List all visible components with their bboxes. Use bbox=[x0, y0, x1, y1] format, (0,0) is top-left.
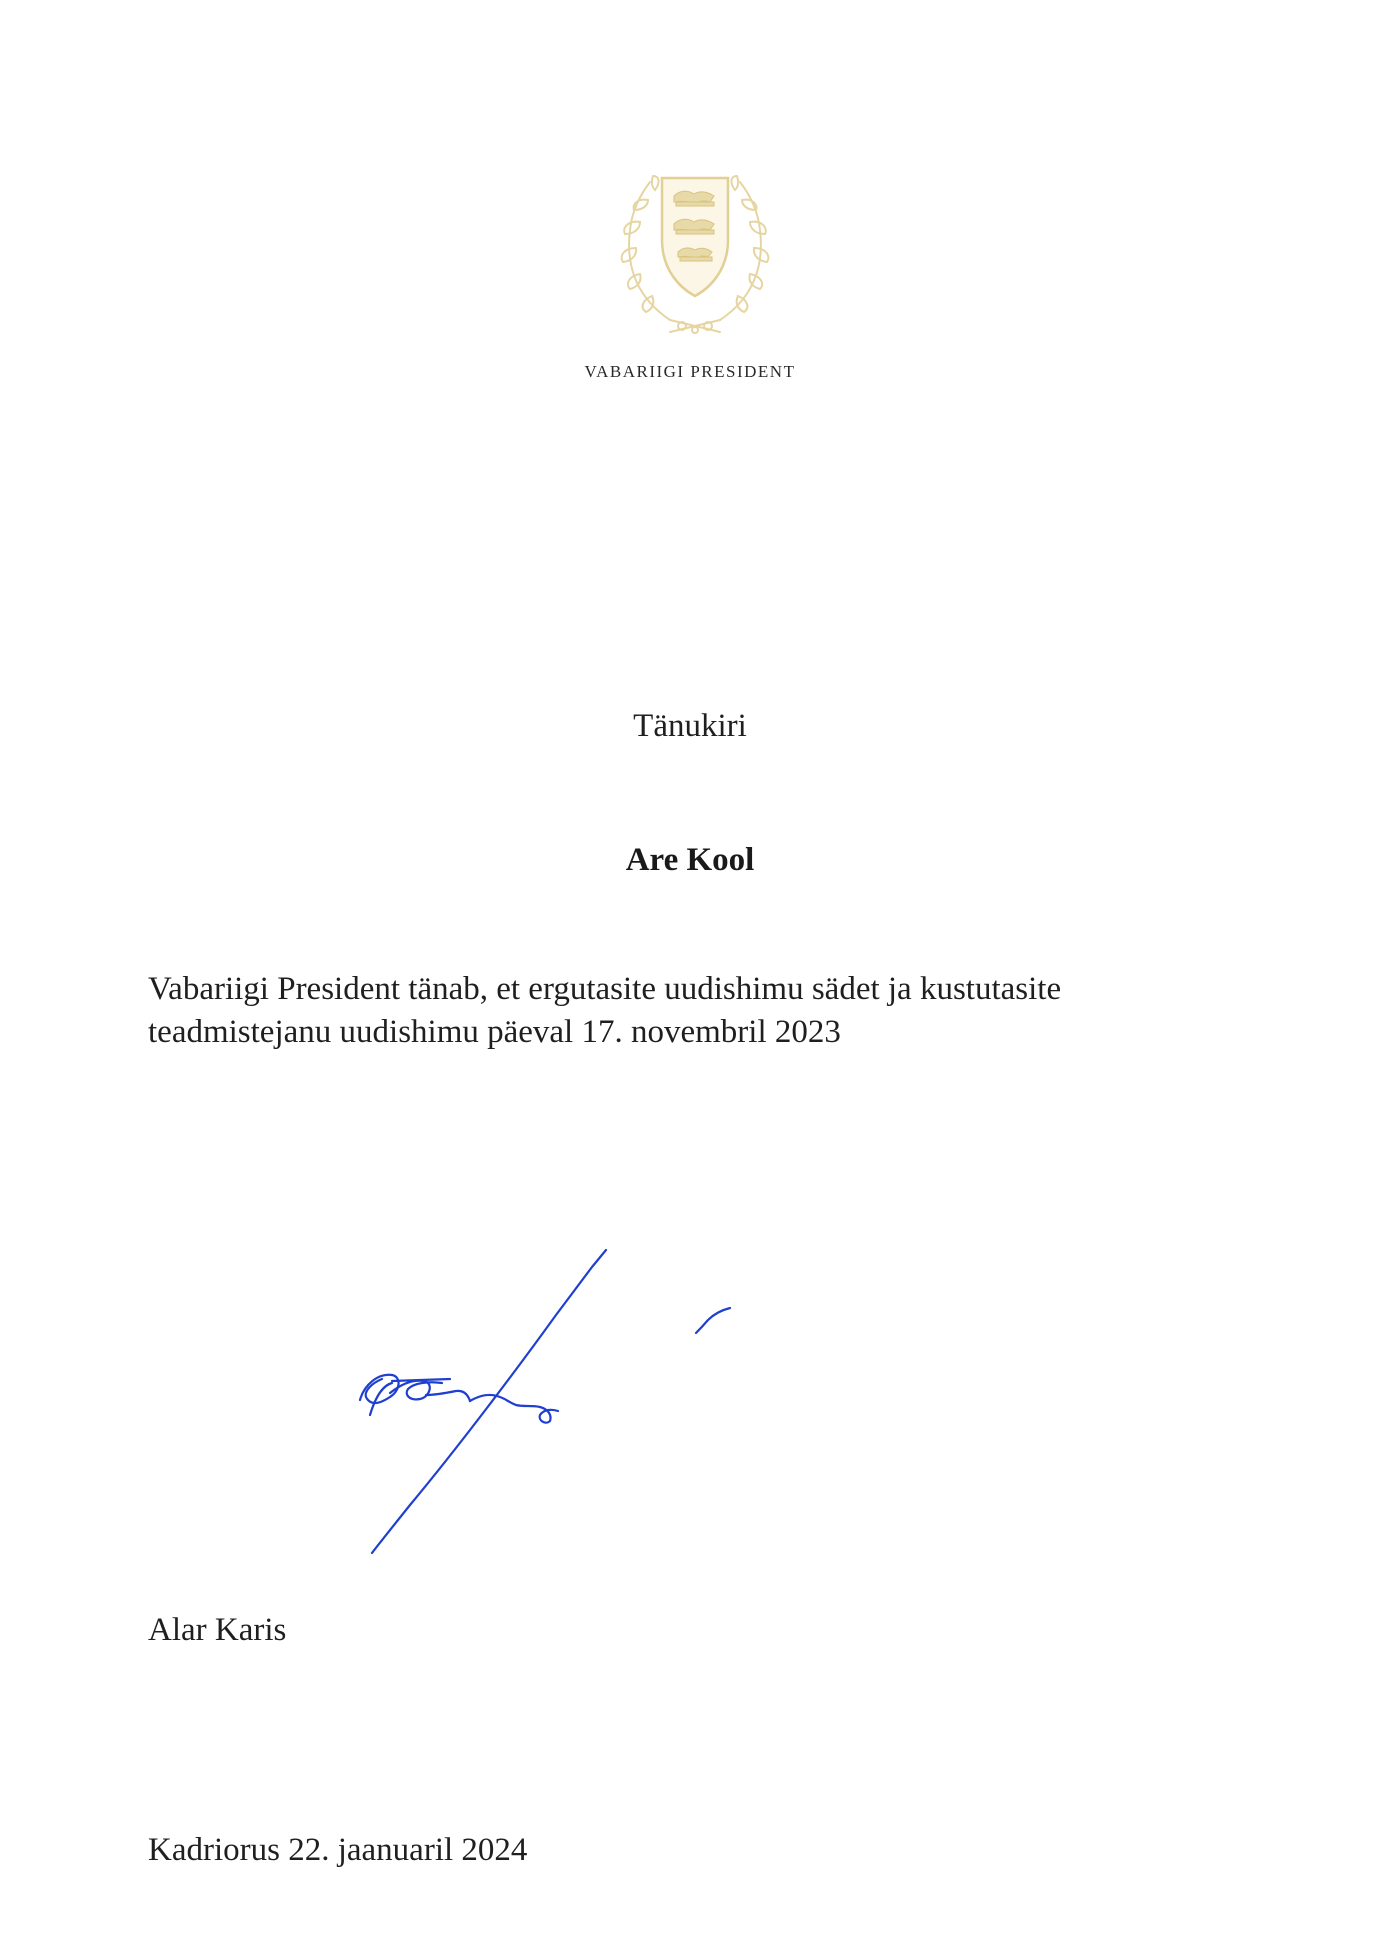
estonian-coat-of-arms-icon bbox=[600, 160, 790, 335]
handwritten-signature-icon bbox=[330, 1245, 750, 1560]
place-and-date: Kadriorus 22. jaanuaril 2024 bbox=[148, 1832, 528, 1868]
letter-body bbox=[148, 968, 1248, 1054]
recipient-name: Are Kool bbox=[625, 842, 755, 878]
letter-body-line-1: Vabariigi President tänab, et ergutasite uudishimu sädet ja kustutasite bbox=[148, 971, 1062, 1007]
document-title: Tänukiri bbox=[633, 708, 747, 744]
signatory-name: Alar Karis bbox=[148, 1612, 287, 1648]
letter-body-line-2: teadmistejanu uudishimu päeval 17. novembril 2023 bbox=[148, 1014, 841, 1050]
office-name: VABARIIGI PRESIDENT bbox=[584, 362, 796, 381]
